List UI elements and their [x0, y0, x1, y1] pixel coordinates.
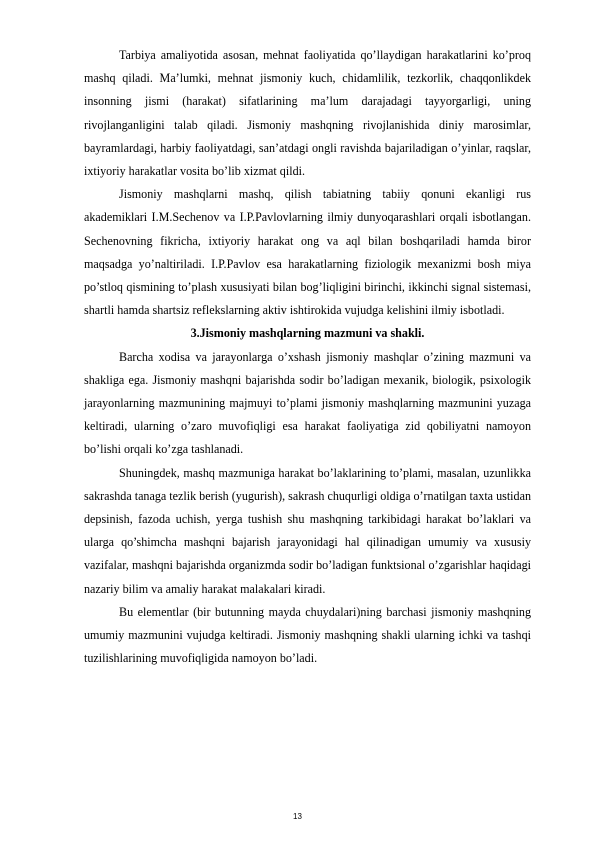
paragraph-3: Barcha xodisa va jarayonlarga o’xshash jismoniy mashqlar o’zining mazmuni va shakliga ega. Jismoniy mashqni bajarishda sodir bo’ladigan mexanik, biologik, psixologik jarayonlarning mazmunining majmuyi to’plami jismoniy mashqlarning mazmunini yuzaga keltiradi, ularning o’zaro muvofiqligi esa harakat faoliyatiga zid qobiliyatni namoyon bo’lishi orqali ko’zga tashlanadi.: [84, 349, 531, 457]
page-number: 13: [293, 812, 302, 821]
section-heading: 3.Jismoniy mashqlarning mazmuni va shakli.: [190, 326, 425, 341]
document-page: [84, 44, 531, 670]
paragraph-4: Shuningdek, mashq mazmuniga harakat bo’laklarining to’plami, masalan, uzunlikka sakrashda tanaga tezlik berish (yugurish), sakrash chuqurligi oldiga o’rnatilgan taxta ustidan depsinish, fazoda uchish, yerga tushish shu mashqning tarkibidagi harakat bo’laklari va ularga qo’shimcha mashqni bajarish jarayonidagi hal qilinadigan umumiy va xususiy vazifalar, mashqni bajarishda organizmda sodir bo’ladigan funktsional o’zgarishlar haqidagi nazariy bilim va amaliy harakat malakalari kiradi.: [84, 465, 532, 596]
paragraph-2: Jismoniy mashqlarni mashq, qilish tabiatning tabiiy qonuni ekanligi rus akademiklari I.M.Sechenov va I.P.Pavlovlarning ilmiy dunyoqarashlari orqali isbotlangan. Sechenovning fikricha, ixtiyoriy harakat ong va aql bilan boshqariladi hamda biror maqsadga yo’naltiriladi. I.P.Pavlov esa harakatlarning fiziologik mexanizmi bosh miya po’stloq qismining to’plash xususiyati bilan bog’liqligini birinchi, ikkinchi signal sistemasi, shartli hamda shartsiz reflekslarning aktiv ishtirokida vujudga kelishini ilmiy isbotladi.: [84, 187, 531, 318]
paragraph-5: Bu elementlar (bir butunning mayda chuydalari)ning barchasi jismoniy mashqning umumiy mazmunini vujudga keltiradi. Jismoniy mashqning shakli ularning ichki va tashqi tuzilishlarining muvofiqligida namoyon bo’ladi.: [84, 604, 531, 666]
paragraph-1: Tarbiya amaliyotida asosan, mehnat faoliyatida qo’llaydigan harakatlarini ko’proq mashq qiladi. Ma’lumki, mehnat jismoniy kuch, chidamlilik, tezkorlik, chaqqonlikdek insonning jismi (harakat) sifatlarining ma’lum darajadagi tayyorgarligi, uning rivojlanganligini talab qiladi. Jismoniy mashqning rivojlanishida diniy marosimlar, bayramlardagi, harbiy faoliyatdagi, san’atdagi ongli ravishda bajariladigan o’yinlar, raqslar, ixtiyoriy harakatlar vosita bo’lib xizmat qildi.: [84, 48, 531, 179]
